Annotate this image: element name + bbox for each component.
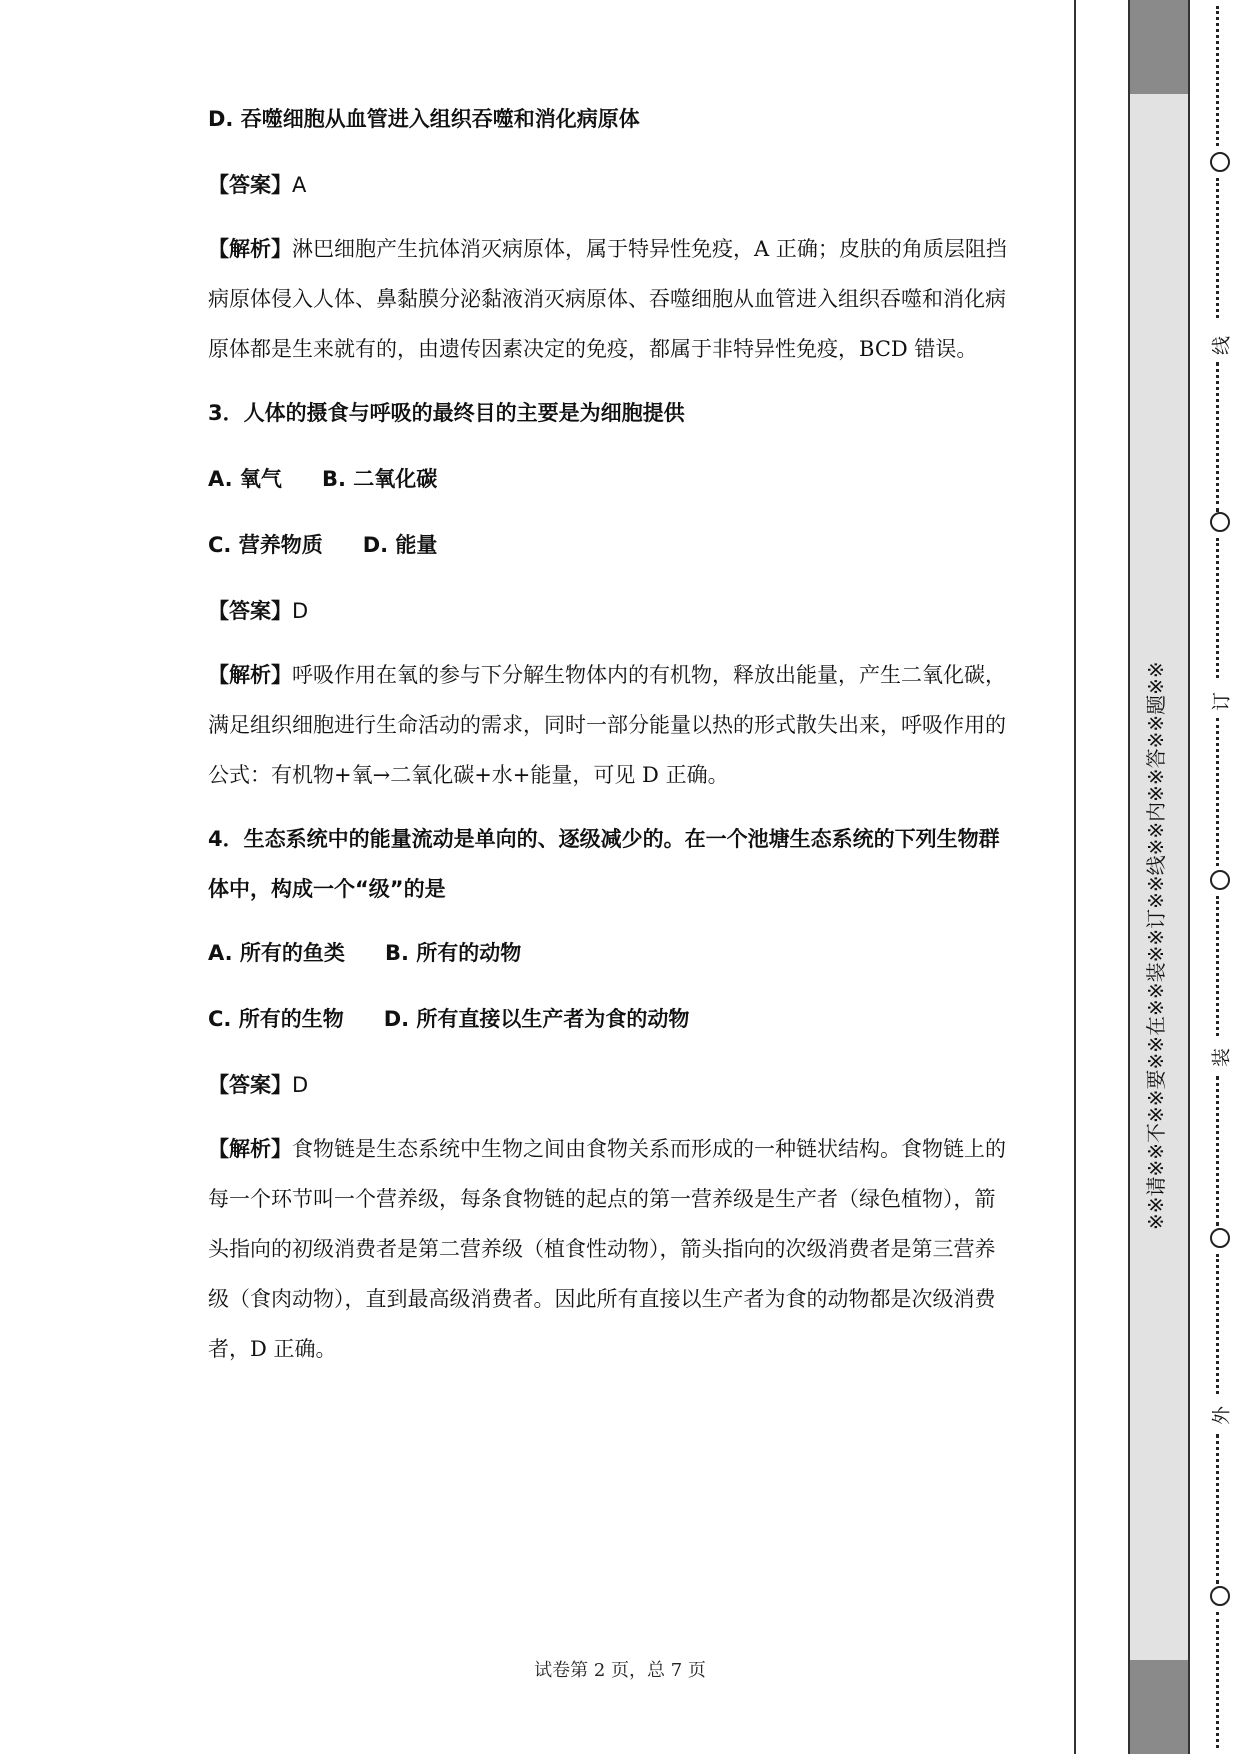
dotted-segment <box>1216 1076 1219 1226</box>
analysis-q2-line1 <box>208 234 1007 264</box>
analysis-tag: 【解析】 <box>208 1137 292 1161</box>
options-q4-cd <box>208 1004 689 1034</box>
strip-border-right <box>1188 0 1190 1754</box>
question-3: 3．人体的摄食与呼吸的最终目的主要是为细胞提供 <box>208 401 685 425</box>
analysis-tag: 【解析】 <box>208 237 292 261</box>
analysis-q4-line5: 者，D 正确。 <box>208 1337 337 1361</box>
dotted-segment <box>1216 538 1219 678</box>
analysis-text: 淋巴细胞产生抗体消灭病原体，属于特异性免疫，A 正确；皮肤的角质层阻挡 <box>292 237 1007 261</box>
answer-q2 <box>208 170 306 200</box>
option-d: D. 所有直接以生产者为食的动物 <box>383 1007 690 1031</box>
side-char-zhuang: 装 <box>1207 1046 1234 1070</box>
answer-tag: 【答案】 <box>208 599 292 623</box>
question-4-line2: 体中，构成一个“级”的是 <box>208 877 446 901</box>
dotted-segment <box>1216 718 1219 866</box>
option-b: B. 所有的动物 <box>384 941 522 965</box>
options-q3-ab <box>208 464 437 494</box>
side-char-ding: 订 <box>1207 690 1234 714</box>
binding-block-top <box>1128 0 1190 94</box>
option-a: A. 所有的鱼类 <box>208 941 345 965</box>
analysis-text: 呼吸作用在氧的参与下分解生物体内的有机物，释放出能量，产生二氧化碳， <box>292 663 1006 687</box>
answer-q4 <box>208 1070 308 1100</box>
dotted-segment <box>1216 178 1219 318</box>
option-d-q2: D. 吞噬细胞从血管进入组织吞噬和消化病原体 <box>208 107 640 131</box>
analysis-q4-line3: 头指向的初级消费者是第二营养级（植食性动物），箭头指向的次级消费者是第三营养 <box>208 1237 996 1261</box>
analysis-q3-line1 <box>208 660 1006 690</box>
answer-tag: 【答案】 <box>208 173 292 197</box>
analysis-q4-line4: 级（食肉动物），直到最高级消费者。因此所有直接以生产者为食的动物都是次级消费 <box>208 1287 996 1311</box>
options-q3-cd <box>208 530 437 560</box>
option-b: B. 二氧化碳 <box>321 467 438 491</box>
circle-mark <box>1210 870 1230 890</box>
analysis-q2-line2: 病原体侵入人体、鼻黏膜分泌黏液消灭病原体、吞噬细胞从血管进入组织吞噬和消化病 <box>208 287 1006 311</box>
answer-value: D <box>292 599 309 623</box>
analysis-q2-line3: 原体都是生来就有的，由遗传因素决定的免疫，都属于非特异性免疫，BCD 错误。 <box>208 337 978 361</box>
analysis-tag: 【解析】 <box>208 663 292 687</box>
option-d: D. 能量 <box>362 533 438 557</box>
cut-line <box>1208 0 1236 1754</box>
question-4-line1: 4．生态系统中的能量流动是单向的、逐级减少的。在一个池塘生态系统的下列生物群 <box>208 827 1000 851</box>
dotted-segment <box>1216 1254 1219 1394</box>
circle-mark <box>1210 1228 1230 1248</box>
answer-value: D <box>292 1073 309 1097</box>
dotted-segment <box>1216 1612 1219 1748</box>
circle-mark <box>1210 152 1230 172</box>
answer-value: A <box>292 173 307 197</box>
analysis-q3-line2: 满足组织细胞进行生命活动的需求，同时一部分能量以热的形式散失出来，呼吸作用的 <box>208 713 1006 737</box>
option-c: C. 营养物质 <box>208 533 323 557</box>
side-char-wai: 外 <box>1207 1404 1234 1428</box>
binding-notice <box>1140 1190 1169 1230</box>
analysis-text: 食物链是生态系统中生物之间由食物关系而形成的一种链状结构。食物链上的 <box>292 1137 1006 1161</box>
option-a: A. 氧气 <box>208 467 282 491</box>
answer-tag: 【答案】 <box>208 1073 292 1097</box>
side-char-xian: 线 <box>1207 334 1234 358</box>
circle-mark <box>1210 1586 1230 1606</box>
page-footer: 试卷第 2 页，总 7 页 <box>534 1660 706 1681</box>
dotted-segment <box>1216 896 1219 1036</box>
strip-border-left <box>1128 0 1130 1754</box>
circle-mark <box>1210 512 1230 532</box>
options-q4-ab <box>208 938 521 968</box>
option-c: C. 所有的生物 <box>208 1007 344 1031</box>
answer-q3 <box>208 596 308 626</box>
binding-block-bottom <box>1128 1660 1190 1754</box>
margin-rule <box>1074 0 1076 1754</box>
dotted-segment <box>1216 6 1219 146</box>
analysis-q4-line2: 每一个环节叫一个营养级，每条食物链的起点的第一营养级是生产者（绿色植物），箭 <box>208 1187 996 1211</box>
dotted-segment <box>1216 362 1219 512</box>
analysis-q3-line3: 公式：有机物+氧→二氧化碳+水+能量，可见 D 正确。 <box>208 763 729 787</box>
analysis-q4-line1 <box>208 1134 1006 1164</box>
dotted-segment <box>1216 1434 1219 1584</box>
